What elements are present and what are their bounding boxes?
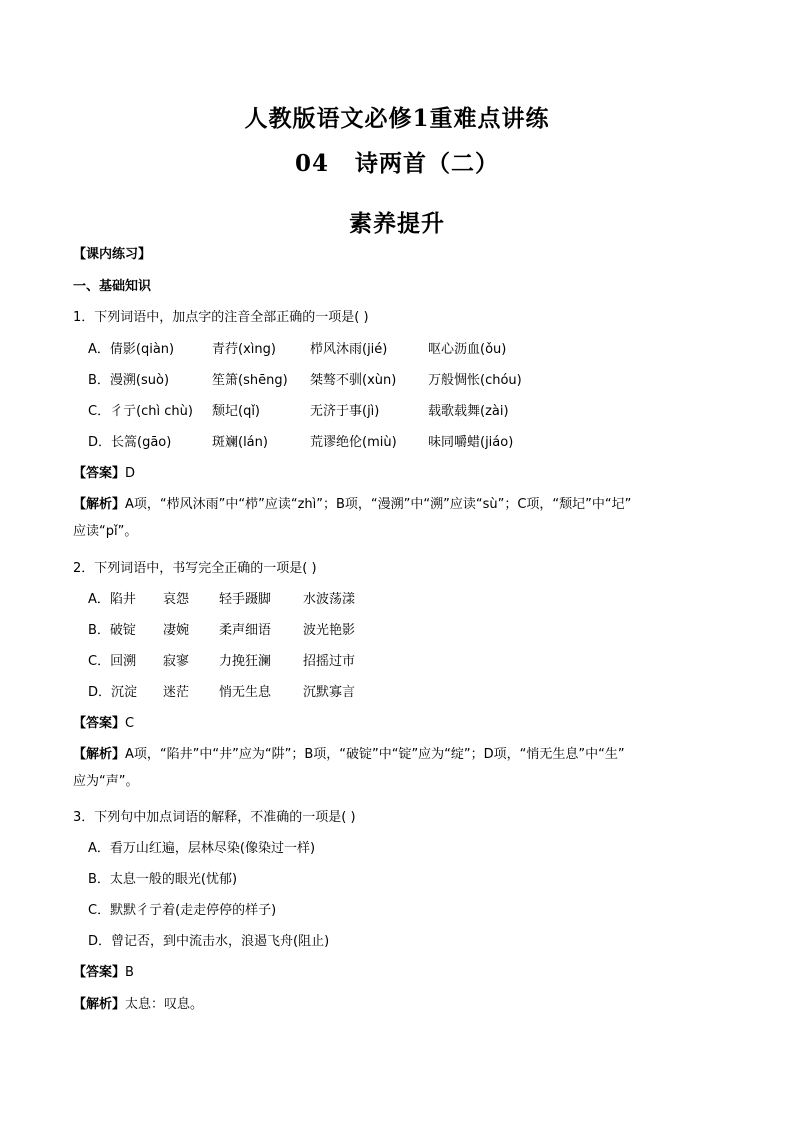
answer-label: 【答案】 [73,466,126,481]
analysis-text: A项，“陷井”中“井”应为“阱”；B项，“破锭”中“锭”应为“绽”；D项，“悄无生息”中“生” [125,747,625,762]
answer-label: 【答案】 [73,965,126,980]
q2-option-c-4: 招摇过市 [303,654,356,669]
question-2-stem: 2．下列词语中，书写完全正确的一项是( ) [73,561,317,576]
q2-option-d-1: D．沉淀 [88,685,138,700]
question-1-stem: 1．下列词语中，加点字的注音全部正确的一项是( ) [73,310,369,325]
q1-option-a-4: 呕心沥血(ǒu) [428,342,507,357]
question-2-analysis [73,746,625,764]
question-3-stem: 3．下列句中加点词语的解释，不准确的一项是( ) [73,810,356,825]
q1-option-a-1: A．倩影(qiàn) [88,342,175,357]
q1-option-b-2: 笙箫(shēng) [212,373,288,388]
q2-option-a-3: 轻手蹑脚 [219,592,272,607]
q1-option-c-4: 载歌载舞(zài) [428,404,509,419]
practice-label: 【课内练习】 [73,247,152,262]
q1-option-d-3: 荒谬绝伦(miù) [310,435,397,450]
q2-option-c-1: C．回溯 [88,654,137,669]
question-2-analysis-cont: 应为“声”。 [73,774,139,789]
answer-value: C [125,716,135,731]
question-3-answer [73,964,134,982]
q1-option-d-4: 味同嚼蜡(jiáo) [428,435,514,450]
q1-option-a-3: 栉风沐雨(jié) [310,342,388,357]
q1-option-b-1: B．漫溯(suò) [88,373,170,388]
q2-option-b-3: 柔声细语 [219,623,272,638]
analysis-label: 【解析】 [73,747,126,762]
analysis-label: 【解析】 [73,497,126,512]
question-1-analysis [73,496,631,514]
q3-option-b: B．太息一般的眼光(忧郁) [88,872,238,887]
q1-option-c-2: 颓圮(qǐ) [212,404,261,419]
question-2-answer [73,715,134,733]
basic-knowledge-heading: 一、基础知识 [73,279,152,294]
q2-option-b-4: 波光艳影 [303,623,356,638]
q2-option-d-2: 迷茫 [163,685,190,700]
q1-option-c-3: 无济于事(jì) [310,404,380,419]
q2-option-b-1: B．破锭 [88,623,136,638]
q2-option-d-3: 悄无生息 [219,685,272,700]
lesson-heading [0,145,794,178]
q1-option-b-4: 万般惆怅(chóu) [428,373,522,388]
q2-option-c-3: 力挽狂澜 [219,654,272,669]
lesson-number: 04 [294,150,329,177]
question-1-answer [73,465,135,483]
q1-option-a-2: 青荇(xìng) [212,342,276,357]
q3-option-c: C．默默彳亍着(走走停停的样子) [88,903,277,918]
q2-option-a-2: 哀怨 [163,592,190,607]
q3-option-a: A．看万山红遍，层林尽染(像染过一样) [88,841,316,856]
answer-value: B [125,965,134,980]
q2-option-a-4: 水波荡漾 [303,592,356,607]
analysis-text: 太息：叹息。 [125,997,204,1012]
analysis-label: 【解析】 [73,997,126,1012]
q1-option-d-1: D．长篙(gāo) [88,435,172,450]
answer-value: D [125,466,136,481]
q2-option-d-4: 沉默寡言 [303,685,356,700]
answer-label: 【答案】 [73,716,126,731]
q3-option-d: D．曾记否，到中流击水，浪遏飞舟(阻止) [88,934,330,949]
q2-option-b-2: 凄婉 [163,623,190,638]
question-3-analysis [73,996,203,1014]
q2-option-a-1: A．陷井 [88,592,136,607]
section-subtitle: 素养提升 [349,210,445,237]
document-title: 人教版语文必修1重难点讲练 [244,105,550,132]
question-1-analysis-cont: 应读“pǐ”。 [73,524,138,539]
q2-option-c-2: 寂寥 [163,654,190,669]
q1-option-c-1: C．彳亍(chì chù) [88,404,193,419]
lesson-name: 诗两首（二） [355,150,499,177]
q1-option-b-3: 桀骜不驯(xùn) [310,373,397,388]
analysis-text: A项，“栉风沐雨”中“栉”应读“zhì”；B项，“漫溯”中“溯”应读“sù”；C项，“颓圮”中“圮” [125,497,632,512]
q1-option-d-2: 斑斓(lán) [212,435,268,450]
